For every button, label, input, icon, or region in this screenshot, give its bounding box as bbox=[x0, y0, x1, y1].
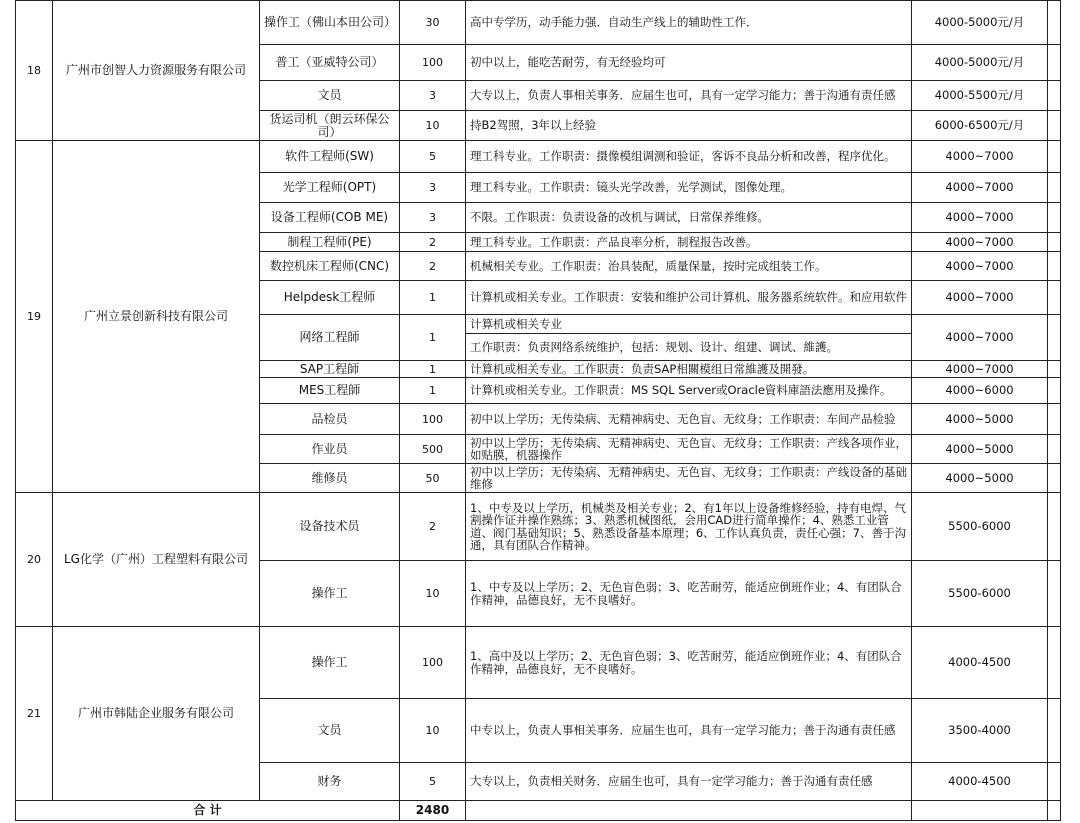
job-position: SAP工程師 bbox=[260, 361, 400, 378]
job-position: 操作工 bbox=[260, 561, 400, 627]
job-requirement: 大专以上，负责相关财务．应届生也可，具有一定学习能力；善于沟通有责任感 bbox=[466, 763, 912, 801]
job-requirement: 初中以上，能吃苦耐劳，有无经验均可 bbox=[466, 45, 912, 81]
job-requirement: 持B2驾照，3年以上经验 bbox=[466, 111, 912, 141]
job-requirement: 不限。工作职责：负责设备的改机与调试，日常保养维修。 bbox=[466, 203, 912, 233]
job-salary: 4000~7000 bbox=[912, 141, 1048, 173]
job-position: 货运司机（朗云环保公司） bbox=[260, 111, 400, 141]
total-count: 2480 bbox=[400, 801, 466, 821]
job-requirement: 计算机或相关专业。工作职责：安装和维护公司计算机、服务器系统软件。和应用软件 bbox=[466, 281, 912, 315]
job-requirement: 理工科专业。工作职责：产品良率分析，制程报告改善。 bbox=[466, 233, 912, 252]
job-requirement: 初中以上学历；无传染病、无精神病史、无色盲、无纹身；工作职责：车间产品检验 bbox=[466, 404, 912, 435]
job-count: 10 bbox=[400, 111, 466, 141]
total-row bbox=[16, 801, 1061, 821]
job-count: 3 bbox=[400, 173, 466, 203]
total-label: 合 计 bbox=[16, 801, 400, 821]
table-row bbox=[16, 493, 1061, 561]
job-position: 文员 bbox=[260, 81, 400, 111]
blank-cell bbox=[1048, 561, 1061, 627]
job-requirement: 计算机或相关专业。工作职责：MS SQL Server或Oracle資料庫語法應用及操作。 bbox=[466, 378, 912, 404]
job-salary: 4000~7000 bbox=[912, 315, 1048, 361]
job-requirement: 1、中专及以上学历，机械类及相关专业；2、有1年以上设备维修经验，持有电焊、气割操作证并操作熟练；3、熟悉机械图纸，会用CAD进行简单操作；4、熟悉工业管道、阀门基础知识；5、熟悉设备基本原理；6、工作认真负责，责任心强；7、善于沟通，具有团队合作精神。 bbox=[466, 493, 912, 561]
blank-cell bbox=[1048, 1, 1061, 45]
blank-cell bbox=[1048, 281, 1061, 315]
blank-cell bbox=[1048, 627, 1061, 699]
company-name: LG化学（广州）工程塑料有限公司 bbox=[53, 493, 260, 627]
job-position: Helpdesk工程师 bbox=[260, 281, 400, 315]
blank-cell bbox=[466, 801, 912, 821]
job-salary: 4000-5500元/月 bbox=[912, 81, 1048, 111]
job-requirement: 计算机或相关专业。工作职责：负责SAP相關模组日常維護及開發。 bbox=[466, 361, 912, 378]
job-position: 品检员 bbox=[260, 404, 400, 435]
blank-cell bbox=[1048, 111, 1061, 141]
job-position: MES工程師 bbox=[260, 378, 400, 404]
job-position: 财务 bbox=[260, 763, 400, 801]
job-requirement-detail: 工作职责：负责网络系统维护，包括：规划、设计、组建、调试、維護。 bbox=[466, 334, 912, 361]
job-count: 100 bbox=[400, 404, 466, 435]
job-requirement: 高中专学历，动手能力强．自动生产线上的辅助性工作． bbox=[466, 1, 912, 45]
job-position: 操作工（佛山本田公司） bbox=[260, 1, 400, 45]
job-requirement: 初中以上学历；无传染病、无精神病史、无色盲、无纹身；工作职责：产线设备的基础维修 bbox=[466, 464, 912, 493]
job-requirement: 1、中专及以上学历；2、无色盲色弱；3、吃苦耐劳，能适应倒班作业；4、有团队合作精神，品德良好，无不良嗜好。 bbox=[466, 561, 912, 627]
job-position: 普工（亚威特公司） bbox=[260, 45, 400, 81]
blank-cell bbox=[1048, 81, 1061, 111]
blank-cell bbox=[1048, 763, 1061, 801]
job-requirement: 中专以上，负责人事相关事务．应届生也可，具有一定学习能力；善于沟通有责任感 bbox=[466, 699, 912, 763]
job-requirement: 1、高中及以上学历；2、无色盲色弱；3、吃苦耐劳，能适应倒班作业；4、有团队合作精神，品德良好，无不良嗜好。 bbox=[466, 627, 912, 699]
job-salary: 4000~5000 bbox=[912, 435, 1048, 464]
job-salary: 4000-5000元/月 bbox=[912, 1, 1048, 45]
job-position: 光学工程师(OPT) bbox=[260, 173, 400, 203]
job-salary: 4000-4500 bbox=[912, 627, 1048, 699]
company-number: 19 bbox=[16, 141, 53, 493]
recruitment-table bbox=[15, 0, 1061, 821]
job-count: 1 bbox=[400, 281, 466, 315]
job-salary: 4000~7000 bbox=[912, 252, 1048, 281]
job-count: 10 bbox=[400, 699, 466, 763]
job-count: 1 bbox=[400, 378, 466, 404]
company-name: 广州市创智人力资源服务有限公司 bbox=[53, 1, 260, 141]
blank-cell bbox=[1048, 252, 1061, 281]
job-position: 作业员 bbox=[260, 435, 400, 464]
job-position: 网络工程師 bbox=[260, 315, 400, 361]
job-position: 设备工程师(COB ME) bbox=[260, 203, 400, 233]
job-position: 设备技术员 bbox=[260, 493, 400, 561]
job-salary: 4000~7000 bbox=[912, 203, 1048, 233]
company-number: 20 bbox=[16, 493, 53, 627]
blank-cell bbox=[1048, 378, 1061, 404]
job-position: 文员 bbox=[260, 699, 400, 763]
blank-cell bbox=[1048, 173, 1061, 203]
job-salary: 4000~5000 bbox=[912, 464, 1048, 493]
job-salary: 4000-4500 bbox=[912, 763, 1048, 801]
blank-cell bbox=[1048, 435, 1061, 464]
blank-cell bbox=[1048, 801, 1061, 821]
blank-cell bbox=[1048, 233, 1061, 252]
job-requirement: 初中以上学历；无传染病、无精神病史、无色盲、无纹身；工作职责：产线各项作业，如贴膜，机器操作 bbox=[466, 435, 912, 464]
job-count: 500 bbox=[400, 435, 466, 464]
blank-cell bbox=[1048, 203, 1061, 233]
job-salary: 3500-4000 bbox=[912, 699, 1048, 763]
job-count: 100 bbox=[400, 627, 466, 699]
job-count: 5 bbox=[400, 141, 466, 173]
job-salary: 5500-6000 bbox=[912, 561, 1048, 627]
job-count: 2 bbox=[400, 252, 466, 281]
job-requirement: 机械相关专业。工作职责：治具装配，质量保量，按时完成组装工作。 bbox=[466, 252, 912, 281]
job-count: 50 bbox=[400, 464, 466, 493]
job-count: 3 bbox=[400, 203, 466, 233]
table-row bbox=[16, 1, 1061, 45]
blank-cell bbox=[1048, 315, 1061, 361]
job-requirement: 计算机或相关专业 bbox=[466, 315, 912, 334]
job-count: 2 bbox=[400, 493, 466, 561]
table-row bbox=[16, 141, 1061, 173]
job-salary: 4000~7000 bbox=[912, 233, 1048, 252]
job-salary: 4000~7000 bbox=[912, 173, 1048, 203]
blank-cell bbox=[1048, 493, 1061, 561]
job-salary: 4000~7000 bbox=[912, 361, 1048, 378]
job-requirement: 理工科专业。工作职责：镜头光学改善，光学测试，图像处理。 bbox=[466, 173, 912, 203]
job-requirement: 大专以上，负责人事相关事务．应届生也可，具有一定学习能力；善于沟通有责任感 bbox=[466, 81, 912, 111]
blank-cell bbox=[1048, 141, 1061, 173]
company-name: 广州立景创新科技有限公司 bbox=[53, 141, 260, 493]
job-position: 操作工 bbox=[260, 627, 400, 699]
blank-cell bbox=[912, 801, 1048, 821]
blank-cell bbox=[1048, 404, 1061, 435]
job-count: 1 bbox=[400, 315, 466, 361]
job-salary: 4000-5000元/月 bbox=[912, 45, 1048, 81]
company-number: 21 bbox=[16, 627, 53, 801]
job-position: 软件工程师(SW) bbox=[260, 141, 400, 173]
job-count: 3 bbox=[400, 81, 466, 111]
job-salary: 4000~7000 bbox=[912, 281, 1048, 315]
job-salary: 6000-6500元/月 bbox=[912, 111, 1048, 141]
table-row bbox=[16, 627, 1061, 699]
job-salary: 5500-6000 bbox=[912, 493, 1048, 561]
job-salary: 4000~6000 bbox=[912, 378, 1048, 404]
job-count: 1 bbox=[400, 361, 466, 378]
company-name: 广州市韩陆企业服务有限公司 bbox=[53, 627, 260, 801]
blank-cell bbox=[1048, 361, 1061, 378]
company-number: 18 bbox=[16, 1, 53, 141]
blank-cell bbox=[1048, 45, 1061, 81]
job-count: 5 bbox=[400, 763, 466, 801]
job-count: 30 bbox=[400, 1, 466, 45]
blank-cell bbox=[1048, 699, 1061, 763]
job-count: 100 bbox=[400, 45, 466, 81]
job-position: 数控机床工程师(CNC) bbox=[260, 252, 400, 281]
job-salary: 4000~5000 bbox=[912, 404, 1048, 435]
job-count: 2 bbox=[400, 233, 466, 252]
job-requirement: 理工科专业。工作职责：摄像模组调测和验证，客诉不良品分析和改善，程序优化。 bbox=[466, 141, 912, 173]
job-count: 10 bbox=[400, 561, 466, 627]
job-position: 制程工程师(PE) bbox=[260, 233, 400, 252]
job-position: 维修员 bbox=[260, 464, 400, 493]
blank-cell bbox=[1048, 464, 1061, 493]
